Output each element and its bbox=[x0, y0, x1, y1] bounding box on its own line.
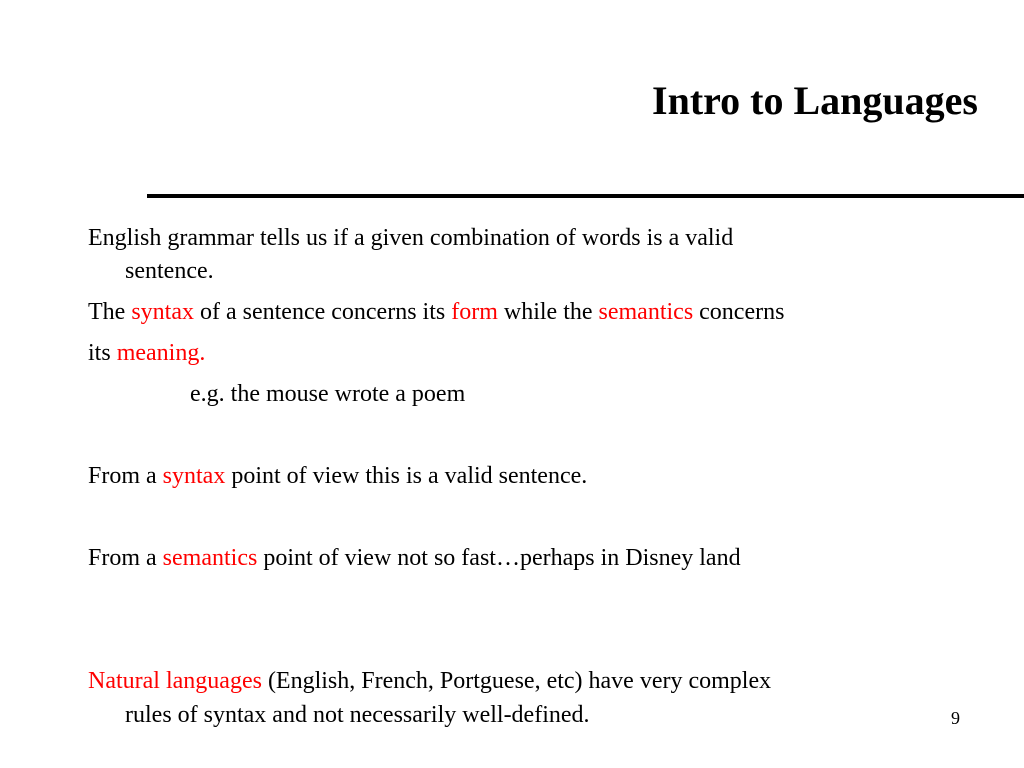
example-sentence: e.g. the mouse wrote a poem bbox=[190, 381, 466, 407]
term-natural-languages: Natural languages bbox=[88, 668, 262, 694]
paragraph-natural-languages-line-2: rules of syntax and not necessarily well-defined. bbox=[125, 702, 590, 728]
term-syntax: syntax bbox=[162, 463, 226, 489]
text-segment: (English, French, Portguese, etc) have very complex bbox=[261, 668, 772, 694]
term-syntax: syntax bbox=[131, 299, 194, 325]
text-segment: of a sentence concerns its bbox=[193, 299, 452, 325]
term-meaning: meaning. bbox=[116, 340, 206, 366]
paragraph-meaning bbox=[88, 337, 205, 369]
text-segment: From a bbox=[88, 545, 163, 571]
page-number: 9 bbox=[951, 708, 960, 728]
term-form: form bbox=[451, 299, 498, 325]
text-segment: point of view not so fast…perhaps in Disney land bbox=[257, 545, 741, 571]
term-semantics: semantics bbox=[162, 545, 258, 571]
text-segment: while the bbox=[497, 299, 599, 325]
text-segment: The bbox=[88, 299, 132, 325]
paragraph-syntax-view bbox=[88, 460, 587, 492]
paragraph-syntax-semantics bbox=[88, 296, 784, 328]
text-segment: point of view this is a valid sentence. bbox=[225, 463, 588, 489]
title-underline bbox=[147, 194, 1024, 198]
slide-title: Intro to Languages bbox=[652, 78, 978, 123]
text-segment: concerns bbox=[693, 299, 785, 325]
text-segment: From a bbox=[88, 463, 163, 489]
term-semantics: semantics bbox=[598, 299, 694, 325]
paragraph-natural-languages-line-1 bbox=[88, 665, 771, 697]
paragraph-grammar-line-1: English grammar tells us if a given combination of words is a valid bbox=[88, 225, 734, 251]
text-segment: its bbox=[88, 340, 117, 366]
paragraph-semantics-view bbox=[88, 542, 741, 574]
paragraph-grammar-line-2: sentence. bbox=[125, 258, 214, 284]
